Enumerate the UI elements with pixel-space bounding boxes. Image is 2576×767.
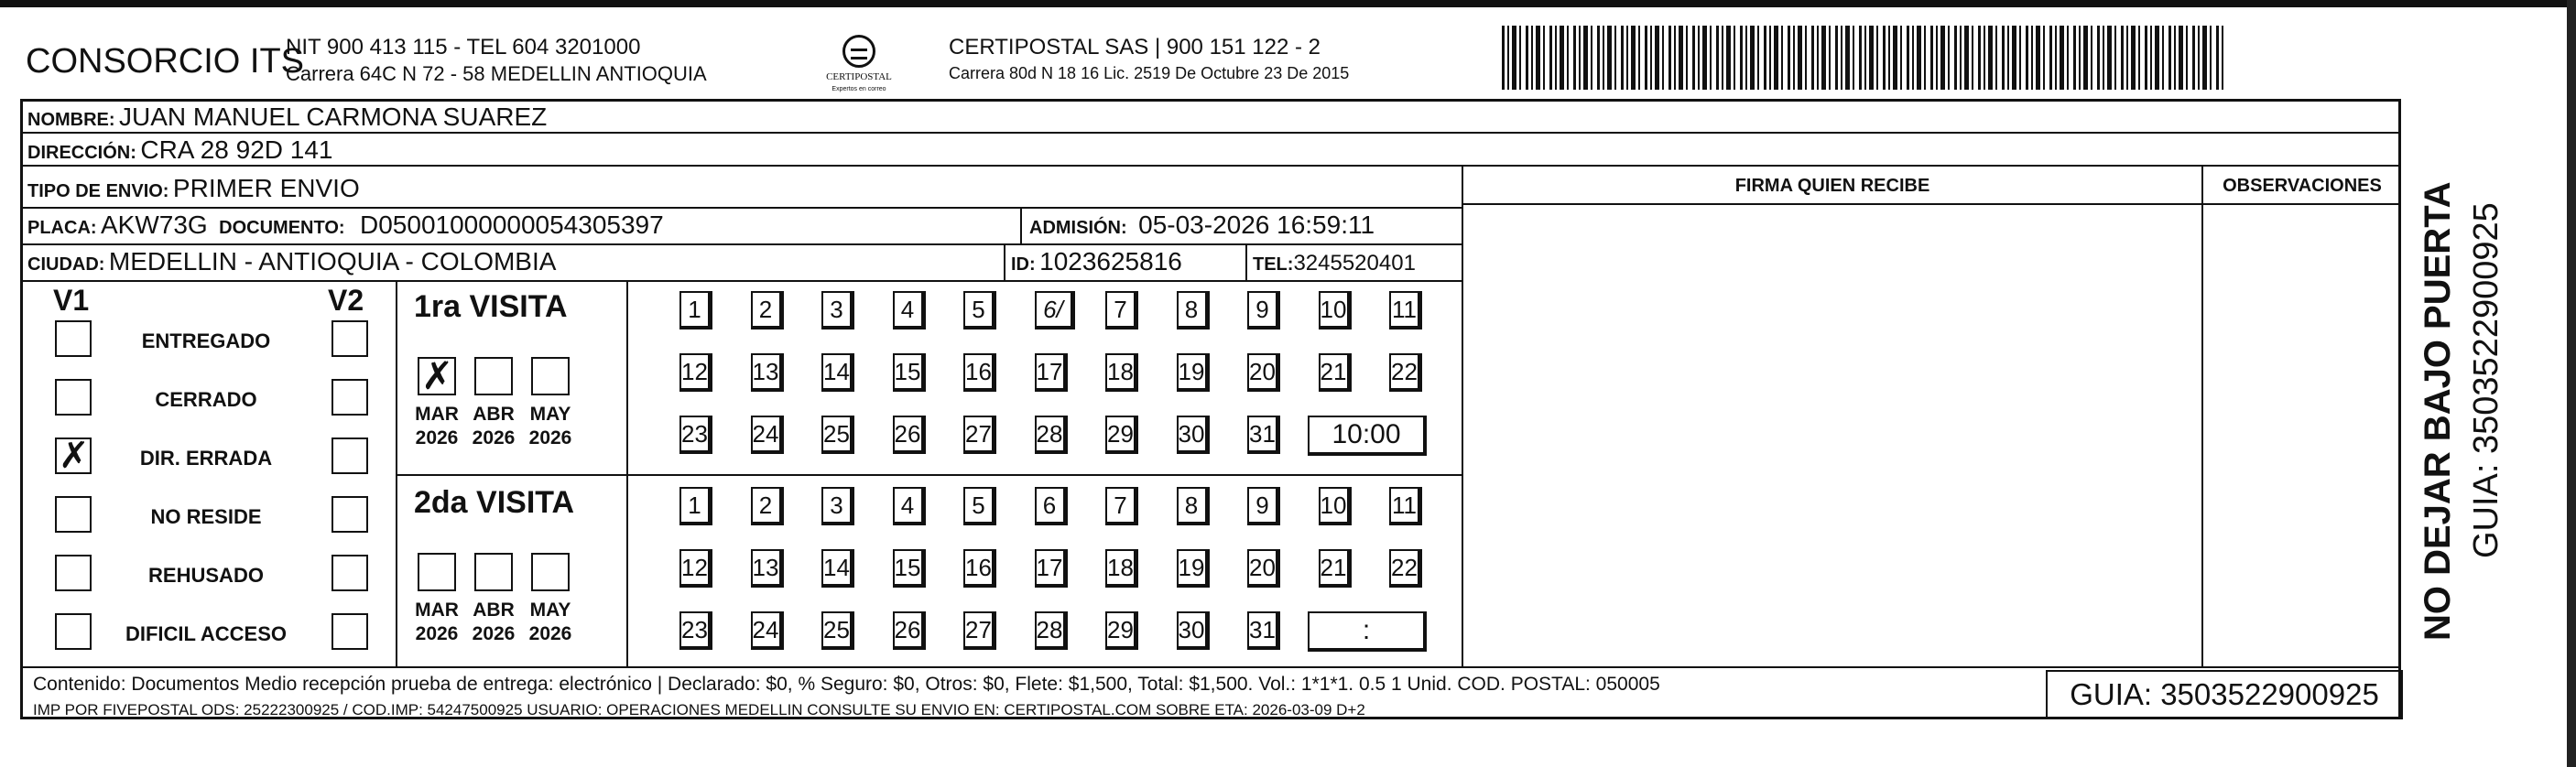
day-box[interactable]: 26 <box>893 416 926 454</box>
v1-checkbox[interactable] <box>55 555 92 591</box>
day-box[interactable]: 18 <box>1105 353 1138 392</box>
side-guia: GUIA: 3503522900925 <box>2467 202 2505 558</box>
col-divider <box>2201 165 2203 666</box>
company-address: Carrera 64C N 72 - 58 MEDELLIN ANTIOQUIA <box>286 62 707 85</box>
v2-checkbox[interactable] <box>332 438 368 474</box>
month-checkbox[interactable] <box>531 357 570 395</box>
month-checkbox[interactable] <box>418 357 456 395</box>
placa-value: AKW73G <box>101 211 208 239</box>
day-box[interactable]: 6/ <box>1035 291 1075 329</box>
month-label: MAY 2026 <box>528 404 572 448</box>
day-box[interactable]: 27 <box>963 416 996 454</box>
nombre-value: JUAN MANUEL CARMONA SUAREZ <box>119 103 548 131</box>
time-box[interactable]: : <box>1308 611 1427 652</box>
month-checkbox[interactable] <box>474 357 513 395</box>
nombre-field <box>27 103 547 132</box>
firma-header: FIRMA QUIEN RECIBE <box>1734 176 1930 196</box>
month-label: ABR 2026 <box>472 404 516 448</box>
no-dejar-bajo-puerta: NO DEJAR BAJO PUERTA <box>2418 181 2458 641</box>
placa-label: PLACA: <box>27 218 97 238</box>
company-nit: NIT 900 413 115 - TEL 604 3201000 <box>286 35 641 59</box>
month-checkbox[interactable] <box>531 553 570 591</box>
tel-value: 3245520401 <box>1293 251 1416 275</box>
admision-value: 05-03-2026 16:59:11 <box>1138 211 1375 239</box>
row-divider <box>20 132 2401 134</box>
day-box[interactable]: 3 <box>821 487 854 525</box>
status-label: DIR. ERRADA <box>139 447 273 470</box>
day-box[interactable]: 14 <box>821 353 854 392</box>
day-box[interactable]: 25 <box>821 611 854 650</box>
day-box[interactable]: 17 <box>1035 549 1068 588</box>
logo-subtext: Expertos en correo <box>831 86 886 92</box>
tel-field <box>1253 251 1416 276</box>
day-box[interactable]: 16 <box>963 353 996 392</box>
row-divider <box>20 280 1462 282</box>
day-box[interactable]: 7 <box>1105 291 1138 329</box>
day-box[interactable]: 16 <box>963 549 996 588</box>
day-box[interactable]: 2 <box>751 291 784 329</box>
col-divider <box>1462 165 1463 666</box>
day-box[interactable]: 5 <box>963 291 996 329</box>
id-value: 1023625816 <box>1039 247 1182 275</box>
day-box[interactable]: 26 <box>893 611 926 650</box>
day-box[interactable]: 14 <box>821 549 854 588</box>
contenido-text: Contenido: Documentos Medio recepción prueba de entrega: electrónico | Declarado: $0, % Seguro: $0, Otros: $0, Flete: $1,500, Total: $1,500. Vol.: 1*1*1. 0.5 1 Unid. COD. POSTAL: 050005 <box>33 674 1660 695</box>
documento-value: D05001000000054305397 <box>360 211 664 239</box>
v1-checkbox[interactable] <box>55 379 92 416</box>
day-box[interactable]: 8 <box>1177 291 1210 329</box>
month-label: MAY 2026 <box>528 600 572 644</box>
day-box[interactable]: 13 <box>751 353 784 392</box>
status-label: DIFICIL ACCESO <box>125 622 287 645</box>
day-box[interactable]: 23 <box>679 416 712 454</box>
time-box[interactable]: 10:00 <box>1308 416 1427 456</box>
row-divider <box>1462 203 2401 205</box>
v1-checkbox[interactable] <box>55 320 92 357</box>
v1-checkbox[interactable] <box>55 496 92 533</box>
day-box[interactable]: 30 <box>1177 611 1210 650</box>
visit-divider <box>397 474 1462 476</box>
status-divider <box>396 280 397 666</box>
day-box[interactable]: 20 <box>1247 353 1280 392</box>
visit-title: 2da VISITA <box>414 485 575 520</box>
day-box[interactable]: 29 <box>1105 611 1138 650</box>
admision-label: ADMISIÓN: <box>1029 218 1127 238</box>
ciudad-value: MEDELLIN - ANTIOQUIA - COLOMBIA <box>108 247 557 275</box>
day-box[interactable]: 3 <box>821 291 854 329</box>
day-box[interactable]: 21 <box>1319 549 1352 588</box>
v2-checkbox[interactable] <box>332 379 368 416</box>
barcode <box>1502 26 2225 90</box>
month-label: ABR 2026 <box>472 600 516 644</box>
id-label: ID: <box>1011 254 1036 275</box>
v1-header: V1 <box>53 284 90 317</box>
day-box[interactable]: 12 <box>679 353 712 392</box>
admision-field <box>1029 211 1375 240</box>
day-box[interactable]: 19 <box>1177 549 1210 588</box>
day-box[interactable]: 29 <box>1105 416 1138 454</box>
id-field <box>1011 247 1182 276</box>
status-label: REHUSADO <box>148 564 264 587</box>
day-box[interactable]: 12 <box>679 549 712 588</box>
tipo-label: TIPO DE ENVIO: <box>27 181 169 201</box>
day-box[interactable]: 2 <box>751 487 784 525</box>
day-box[interactable]: 25 <box>821 416 854 454</box>
day-box[interactable]: 27 <box>963 611 996 650</box>
v2-checkbox[interactable] <box>332 555 368 591</box>
tipo-field <box>27 174 360 203</box>
day-box[interactable]: 5 <box>963 487 996 525</box>
month-label: MAR 2026 <box>415 600 459 644</box>
placa-field <box>27 211 664 240</box>
day-box[interactable]: 17 <box>1035 353 1068 392</box>
certipostal-info: CERTIPOSTAL SAS | 900 151 122 - 2 <box>949 35 1321 59</box>
certipostal-address: Carrera 80d N 18 16 Lic. 2519 De Octubre 23 De 2015 <box>949 64 1350 82</box>
direccion-label: DIRECCIÓN: <box>27 143 136 163</box>
v2-checkbox[interactable] <box>332 496 368 533</box>
v1-checkbox[interactable] <box>55 438 92 474</box>
day-box[interactable]: 20 <box>1247 549 1280 588</box>
cell-divider <box>1020 207 1022 243</box>
status-label: CERRADO <box>155 388 257 411</box>
company-name: CONSORCIO ITS <box>26 42 305 81</box>
v2-checkbox[interactable] <box>332 613 368 650</box>
month-checkbox[interactable] <box>418 553 456 591</box>
day-box[interactable]: 1 <box>679 487 712 525</box>
day-box[interactable]: 9 <box>1247 487 1280 525</box>
nombre-label: NOMBRE: <box>27 110 115 130</box>
status-label: ENTREGADO <box>141 329 271 352</box>
day-box[interactable]: 15 <box>893 353 926 392</box>
day-box[interactable]: 1 <box>679 291 712 329</box>
row-divider <box>20 165 2401 167</box>
day-box[interactable]: 8 <box>1177 487 1210 525</box>
visit-divider <box>626 280 628 666</box>
day-box[interactable]: 21 <box>1319 353 1352 392</box>
status-label: NO RESIDE <box>150 505 262 528</box>
day-box[interactable]: 24 <box>751 611 784 650</box>
day-box[interactable]: 13 <box>751 549 784 588</box>
day-box[interactable]: 4 <box>893 487 926 525</box>
tel-label: TEL: <box>1253 254 1294 275</box>
day-box[interactable]: 4 <box>893 291 926 329</box>
v2-checkbox[interactable] <box>332 320 368 357</box>
certipostal-logo <box>813 31 916 97</box>
day-box[interactable]: 9 <box>1247 291 1280 329</box>
day-box[interactable]: 11 <box>1389 487 1422 525</box>
visit-title: 1ra VISITA <box>414 289 568 324</box>
day-box[interactable]: 19 <box>1177 353 1210 392</box>
top-border <box>0 0 2576 7</box>
row-divider <box>20 207 1462 209</box>
day-box[interactable]: 10 <box>1319 487 1352 525</box>
logo-icon <box>842 35 875 68</box>
day-box[interactable]: 7 <box>1105 487 1138 525</box>
day-box[interactable]: 22 <box>1389 549 1422 588</box>
v1-checkbox[interactable] <box>55 613 92 650</box>
day-box[interactable]: 31 <box>1247 611 1280 650</box>
direccion-value: CRA 28 92D 141 <box>140 135 333 164</box>
tipo-value: PRIMER ENVIO <box>172 174 360 202</box>
right-border <box>2567 0 2576 767</box>
day-box[interactable]: 28 <box>1035 416 1068 454</box>
day-box[interactable]: 15 <box>893 549 926 588</box>
guia-box: GUIA: 3503522900925 <box>2046 670 2403 719</box>
day-box[interactable]: 23 <box>679 611 712 650</box>
documento-label: DOCUMENTO: <box>219 218 345 238</box>
month-checkbox[interactable] <box>474 553 513 591</box>
direccion-field <box>27 135 332 165</box>
day-box[interactable]: 10 <box>1319 291 1352 329</box>
cell-divider <box>1004 243 1005 280</box>
logo-text: CERTIPOSTAL <box>826 71 892 82</box>
month-label: MAR 2026 <box>415 404 459 448</box>
observaciones-header: OBSERVACIONES <box>2223 176 2382 196</box>
day-box[interactable]: 6 <box>1035 487 1068 525</box>
imp-text: IMP POR FIVEPOSTAL ODS: 25222300925 / COD.IMP: 54247500925 USUARIO: OPERACIONES MEDELLIN CONSULTE SU ENVIO EN: CERTIPOSTAL.COM SOBRE ETA: 2026-03-09 D+2 <box>33 701 1365 718</box>
day-box[interactable]: 31 <box>1247 416 1280 454</box>
day-box[interactable]: 18 <box>1105 549 1138 588</box>
footer-divider <box>20 666 2401 668</box>
cell-divider <box>1245 243 1247 280</box>
day-box[interactable]: 28 <box>1035 611 1068 650</box>
ciudad-label: CIUDAD: <box>27 254 105 275</box>
v2-header: V2 <box>328 284 364 317</box>
day-box[interactable]: 30 <box>1177 416 1210 454</box>
day-box[interactable]: 22 <box>1389 353 1422 392</box>
day-box[interactable]: 24 <box>751 416 784 454</box>
ciudad-field <box>27 247 556 276</box>
day-box[interactable]: 11 <box>1389 291 1422 329</box>
